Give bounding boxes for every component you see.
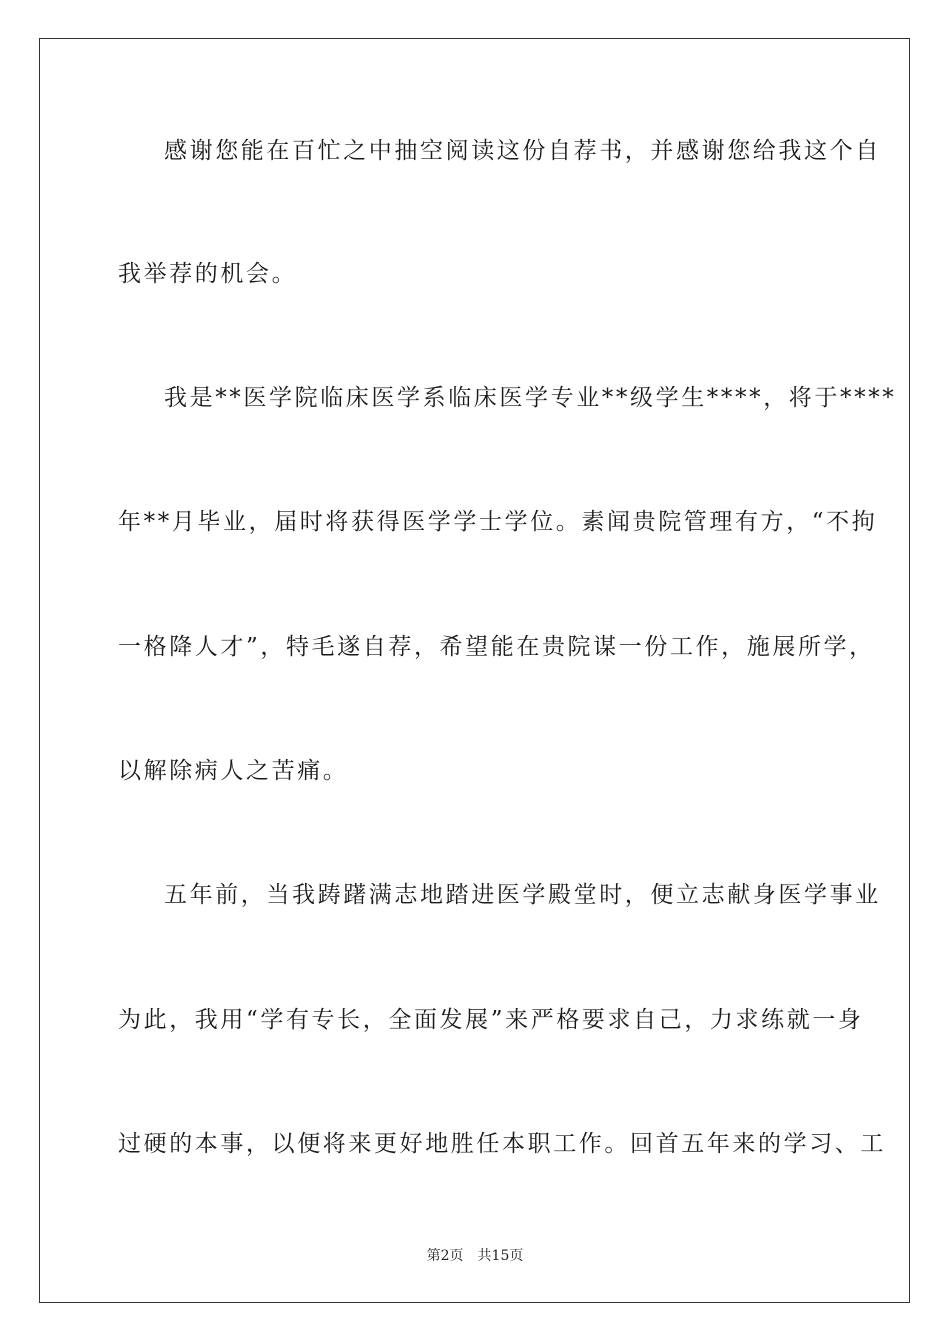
- paragraph-3-line-1: 五年前，当我踌躇满志地踏进医学殿堂时，便立志献身医学事业: [164, 882, 881, 908]
- page-total: 共15页: [477, 1248, 524, 1264]
- paragraph-2-line-3: 一格降人才”，特毛遂自荐，希望能在贵院谋一份工作，施展所学，: [118, 634, 875, 660]
- page-footer: [0, 1247, 950, 1265]
- paragraph-2-line-4: 以解除病人之苦痛。: [118, 758, 349, 784]
- page-number: 第2页: [426, 1248, 464, 1264]
- paragraph-3-line-3: 过硬的本事，以便将来更好地胜任本职工作。回首五年来的学习、工: [118, 1131, 886, 1157]
- paragraph-3-line-2: 为此，我用“学有专长，全面发展”来严格要求自己，力求练就一身: [118, 1007, 864, 1033]
- paragraph-2-line-2: 年**月毕业，届时将获得医学学士学位。素闻贵院管理有方，“不拘: [118, 509, 878, 535]
- paragraph-1-line-2: 我举荐的机会。: [118, 261, 298, 287]
- paragraph-2-line-1: 我是**医学院临床医学系临床医学专业**级学生****，将于****: [164, 385, 897, 411]
- page-frame: [39, 38, 910, 1303]
- paragraph-1-line-1: 感谢您能在百忙之中抽空阅读这份自荐书，并感谢您给我这个自: [164, 138, 881, 164]
